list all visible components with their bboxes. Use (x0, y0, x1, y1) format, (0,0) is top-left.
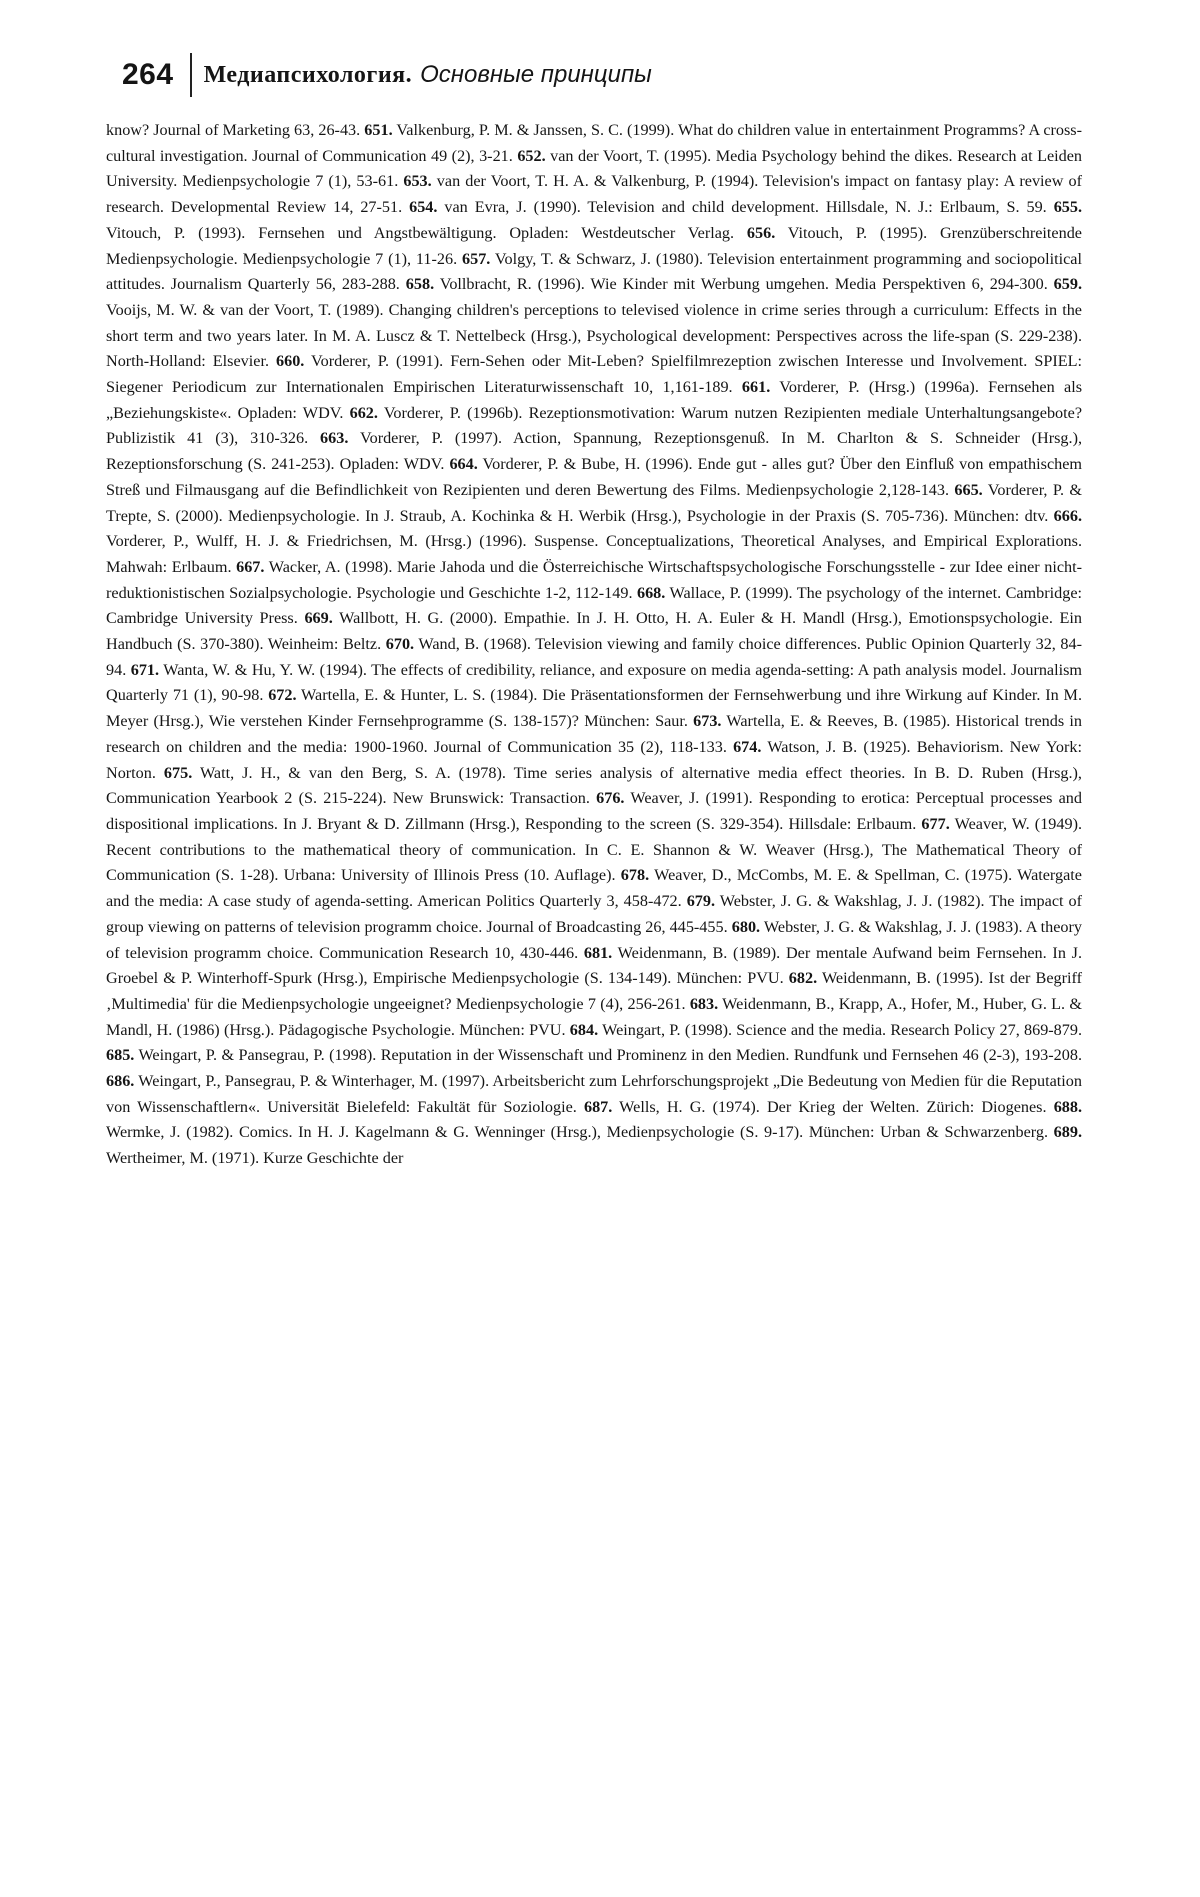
reference-entry (406, 275, 1048, 293)
reference-text: Weidenmann, B. (1995). Ist der Begriff ‚Multimedia' für die Medienpsychologie ungeeignet? Medienpsychologie 7 (4), 256-261. (106, 969, 1082, 1013)
reference-number: 664. (449, 455, 478, 474)
reference-number: 679. (686, 892, 716, 911)
reference-number: 656. (746, 223, 776, 242)
reference-text: Vorderer, P. (Hrsg.) (1996a). Fernsehen als „Beziehungskiste«. Opladen: WDV. (106, 378, 1082, 422)
reference-text: Watson, J. B. (1925). Behaviorism. New York: Norton. (106, 737, 1082, 782)
reference-number: 673. (693, 712, 722, 731)
reference-text: know? Journal of Marketing 63, 26-43. (106, 121, 361, 139)
reference-number: 662. (349, 403, 378, 422)
reference-text: Volgy, T. & Schwarz, J. (1980). Television entertainment programming and sociopolitical attitudes. Journalism Quarterly 56, 283-288. (106, 249, 1082, 294)
reference-text: Wertheimer, M. (1971). Kurze Geschichte der (106, 1149, 404, 1168)
reference-text: Vorderer, P. (1997). Action, Spannung, Rezeptionsgenuß. In M. Charlton & S. Schneider (Hrsg.), Rezeptionsforschung (S. 241-253). Opladen: WDV. (106, 429, 1083, 474)
reference-number: 670. (385, 635, 415, 654)
reference-text: Wallace, P. (1999). The psychology of the internet. Cambridge: Cambridge University Press. (106, 583, 1083, 628)
reference-text: Wartella, E. & Reeves, B. (1985). Historical trends in research on children and the media: 1900-1960. Journal of Communication 35 (2), 118-133. (106, 712, 1082, 756)
reference-text: Vollbracht, R. (1996). Wie Kinder mit Werbung umgehen. Media Perspektiven 6, 294-300. (439, 275, 1048, 294)
reference-text: Wand, B. (1968). Television viewing and family choice differences. Public Opinion Quarterly 32, 84-94. (106, 635, 1083, 679)
book-subtitle: Основные принципы (420, 61, 652, 88)
reference-number: 669. (304, 609, 333, 628)
reference-text: Webster, J. G. & Wakshlag, J. J. (1982). The impact of group viewing on patterns of television programm choice. Journal of Broadcasting 26, 445-455. (106, 892, 1082, 936)
reference-text: Wanta, W. & Hu, Y. W. (1994). The effects of credibility, reliance, and exposure on media agenda-setting: A path analysis model. Journalism Quarterly 71 (1), 90-98. (106, 660, 1082, 705)
reference-text: Vooijs, M. W. & van der Voort, T. (1989). Changing children's perceptions to televised violence in crime series through a curriculum: Effects in the short term and two years later. In M. A. Luscz & T. Nettelbeck (Hrsg.), Psychological development: Perspectives across the life-span (S. 229-238). North-Holland: Elsevier. (106, 300, 1082, 371)
reference-entry (570, 1021, 1082, 1039)
reference-number: 685. (106, 1046, 135, 1065)
reference-number: 653. (403, 172, 432, 191)
reference-number: 651. (364, 121, 393, 139)
page-number: 264 (122, 58, 174, 91)
header-divider (190, 53, 192, 97)
reference-text: Vorderer, P. & Bube, H. (1996). Ende gut - alles gut? Über den Einfluß von empathischem Streß und Filmausgang auf die Befindlichkeit von Rezipienten und deren Bewertung des Films. Medienpsychologie 2,128-143. (106, 455, 1082, 499)
reference-number: 658. (405, 275, 435, 294)
reference-text: van der Voort, T. (1995). Media Psychology behind the dikes. Research at Leiden University. Medienpsychologie 7 (1), 53-61. (106, 146, 1083, 191)
reference-number: 667. (236, 557, 265, 576)
reference-text: Weidenmann, B., Krapp, A., Hofer, M., Huber, G. L. & Mandl, H. (1986) (Hrsg.). Pädagogische Psychologie. München: PVU. (106, 994, 1083, 1039)
reference-number: 663. (320, 429, 349, 448)
reference-text: Wells, H. G. (1974). Der Krieg der Welten. Zürich: Diogenes. (619, 1097, 1047, 1116)
reference-number: 678. (620, 866, 650, 885)
reference-number: 675. (163, 763, 193, 782)
reference-text: Wacker, A. (1998). Marie Jahoda und die Österreichische Wirtschaftspsychologische Forschungsstelle - zur Idee einer nicht-reduktionistischen Sozialpsychologie. Psychologie und Geschichte 1-2, 112-149. (106, 557, 1082, 602)
reference-text: Vorderer, P. (1991). Fern-Sehen oder Mit-Leben? Spielfilmrezeption zwischen Interesse und Involvement. SPIEL: Siegener Periodicum zur Internationalen Empirischen Literaturwissenschaft 10, 1,161-189. (106, 352, 1082, 397)
reference-text: Webster, J. G. & Wakshlag, J. J. (1983). A theory of television programm choice. Communication Research 10, 430-446. (106, 917, 1082, 962)
reference-number: 674. (733, 737, 762, 756)
reference-number: 683. (689, 994, 719, 1013)
reference-number: 659. (1053, 275, 1082, 294)
reference-number: 689. (1053, 1123, 1082, 1142)
reference-number: 677. (921, 814, 950, 833)
reference-text: Weaver, W. (1949). Recent contributions to the mathematical theory of communication. In C. E. Shannon & W. Weaver (Hrsg.), The Mathematical Theory of Communication (S. 1-28). Urbana: University of Illinois Press (10. Auflage). (106, 814, 1083, 885)
reference-number: 654. (409, 198, 438, 217)
reference-number: 660. (276, 352, 305, 371)
reference-text: Weingart, P., Pansegrau, P. & Winterhager, M. (1997). Arbeitsbericht zum Lehrforschungsprojekt „Die Bedeutung von Medien für die Reputation von Wissenschaftlern«. Universität Bielefeld: Fakultät für Soziologie. (106, 1072, 1082, 1116)
reference-number: 676. (596, 789, 625, 808)
reference-entry (584, 1098, 1047, 1116)
reference-number: 661. (741, 378, 771, 397)
reference-number: 671. (130, 660, 160, 679)
reference-number: 680. (731, 917, 761, 936)
reference-entry (106, 121, 360, 139)
reference-number: 682. (788, 969, 818, 988)
reference-number: 681. (583, 943, 613, 962)
reference-number: 672. (268, 686, 297, 705)
reference-text: Vitouch, P. (1995). Grenzüberschreitende Medienpsychologie. Medienpsychologie 7 (1), 11-26. (106, 223, 1082, 268)
reference-number: 684. (569, 1020, 599, 1039)
reference-text: Wartella, E. & Hunter, L. S. (1984). Die Präsentationsformen der Fernsehwerbung und ihre Wirkung auf Kinder. In M. Meyer (Hrsg.), Wie verstehen Kinder Fernsehprogramme (S. 138-157)? München: Saur. (106, 686, 1082, 731)
reference-number: 688. (1053, 1097, 1083, 1116)
reference-text: Vitouch, P. (1993). Fernsehen und Angstbewältigung. Opladen: Westdeutscher Verlag. (106, 223, 735, 242)
reference-number: 652. (517, 146, 546, 165)
reference-text: Weingart, P. & Pansegrau, P. (1998). Reputation in der Wissenschaft und Prominenz in den Medien. Rundfunk und Fernsehen 46 (2-3), 193-208. (138, 1046, 1082, 1065)
reference-text: Watt, J. H., & van den Berg, S. A. (1978). Time series analysis of alternative media effect theories. In B. D. Ruben (Hrsg.), Communication Yearbook 2 (S. 215-224). New Brunswick: Transaction. (106, 763, 1082, 808)
reference-text: van der Voort, T. H. A. & Valkenburg, P. (1994). Television's impact on fantasy play: A review of research. Developmental Review 14, 27-51. (106, 172, 1083, 217)
reference-text: Weingart, P. (1998). Science and the media. Research Policy 27, 869-879. (602, 1020, 1083, 1039)
reference-number: 655. (1053, 198, 1083, 217)
reference-entry (409, 198, 1047, 216)
reference-text: Vorderer, P. & Trepte, S. (2000). Medienpsychologie. In J. Straub, A. Kochinka & H. Werbik (Hrsg.), Psychologie in der Praxis (S. 705-736). München: dtv. (106, 480, 1082, 525)
reference-text: Valkenburg, P. M. & Janssen, S. C. (1999). What do children value in entertainment Programms? A cross-cultural investigation. Journal of Communication 49 (2), 3-21. (106, 121, 1082, 165)
reference-entry (106, 1046, 1082, 1064)
reference-number: 657. (462, 249, 491, 268)
book-title: Медиапсихология. (203, 61, 413, 88)
running-header (122, 52, 652, 98)
reference-text: Weaver, J. (1991). Responding to erotica: Perceptual processes and dispositional implications. In J. Bryant & D. Zillmann (Hrsg.), Responding to the screen (S. 329-354). Hillsdale: Erlbaum. (106, 789, 1082, 833)
reference-text: van Evra, J. (1990). Television and child development. Hillsdale, N. J.: Erlbaum, S. 59. (444, 198, 1047, 217)
reference-number: 668. (636, 583, 666, 602)
reference-text: Wermke, J. (1982). Comics. In H. J. Kagelmann & G. Wenninger (Hrsg.), Medienpsychologie (S. 9-17). München: Urban & Schwarzenberg. (106, 1123, 1048, 1142)
reference-number: 665. (954, 480, 983, 499)
reference-list (106, 118, 1082, 1172)
reference-text: Weidenmann, B. (1989). Der mentale Aufwand beim Fernsehen. In J. Groebel & P. Winterhoff-Spurk (Hrsg.), Empirische Medienpsychologie (S. 134-149). München: PVU. (106, 943, 1082, 988)
reference-text: Wallbott, H. G. (2000). Empathie. In J. H. Otto, H. A. Euler & H. Mandl (Hrsg.), Emotionspsychologie. Ein Handbuch (S. 370-380). Weinheim: Beltz. (106, 609, 1082, 654)
reference-text: Vorderer, P. (1996b). Rezeptionsmotivation: Warum nutzen Rezipienten mediale Unterhaltungsangebote? Publizistik 41 (3), 310-326. (106, 403, 1083, 448)
reference-number: 687. (583, 1097, 613, 1116)
reference-text: Vorderer, P., Wulff, H. J. & Friedrichsen, M. (Hrsg.) (1996). Suspense. Conceptualizations, Theoretical Analyses, and Empirical Explorations. Mahwah: Erlbaum. (106, 532, 1082, 576)
reference-text: Weaver, D., McCombs, M. E. & Spellman, C. (1975). Watergate and the media: A case study of agenda-setting. American Politics Quarterly 3, 458-472. (106, 866, 1082, 911)
reference-number: 666. (1053, 506, 1082, 525)
reference-number: 686. (106, 1072, 135, 1091)
